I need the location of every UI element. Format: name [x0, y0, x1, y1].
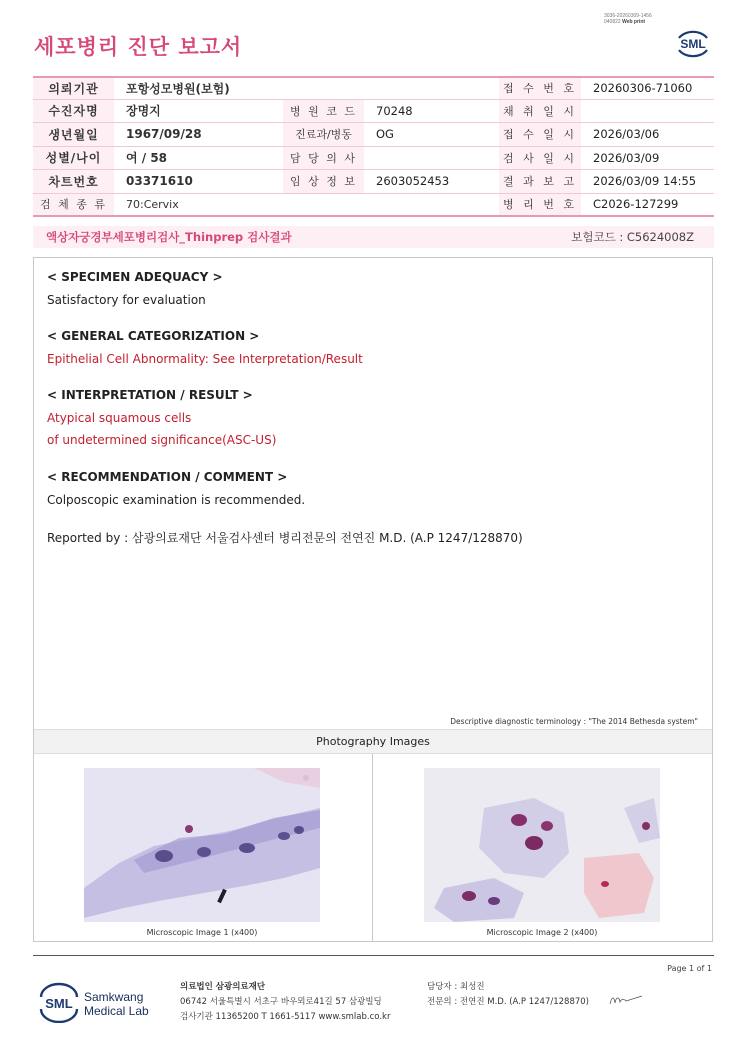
info-row: [33, 100, 714, 124]
photography-header: Photography Images: [34, 729, 712, 754]
brand-name-line2: Medical Lab: [84, 1004, 149, 1018]
value-chart-number: 03371610: [126, 174, 193, 189]
page-number: Page 1 of 1: [667, 964, 712, 973]
sml-logo: [673, 26, 713, 60]
label-sex-age: 성별/나이: [33, 147, 114, 170]
info-row: [33, 76, 714, 100]
general-categorization-heading: < GENERAL CATEGORIZATION >: [47, 329, 260, 343]
interpretation-heading: < INTERPRETATION / RESULT >: [47, 388, 253, 402]
value-requesting-institution: 포항성모병원(보험): [126, 81, 230, 96]
value-specimen-type: 70:Cervix: [126, 197, 179, 211]
test-name: 액상자궁경부세포병리검사_Thinprep 검사결과: [46, 230, 292, 244]
brand-name-line1: Samkwang: [84, 990, 144, 1004]
label-result-report: 결 과 보 고: [499, 170, 581, 193]
sml-logo-text: SML: [680, 37, 706, 51]
footer-address-block: [180, 980, 390, 1025]
report-title: 세포병리 진단 보고서: [34, 35, 243, 59]
document-code-line2: 040822: [604, 19, 621, 25]
value-result-report: 2026/03/09 14:55: [593, 174, 697, 189]
label-test-datetime: 검 사 일 시: [499, 147, 581, 170]
footer-specialist: 전문의 : 전연진 M.D. (A.P 1247/128870): [427, 997, 589, 1007]
value-sex-age: 여 / 58: [126, 151, 168, 166]
interpretation-line-1: Atypical squamous cells: [47, 411, 192, 425]
label-birth-date: 생년월일: [33, 123, 114, 146]
test-title-bar: [33, 226, 714, 248]
recommendation-text: Colposcopic examination is recommended.: [47, 493, 306, 507]
label-requesting-institution: 의뢰기관: [33, 78, 114, 99]
patient-info-table: [33, 76, 714, 217]
document-code: [604, 13, 652, 25]
insurance-code: 보험코드 : C5624008Z: [571, 230, 694, 244]
label-patient-name: 수진자명: [33, 100, 114, 123]
caption-image-1: Microscopic Image 1 (x400): [146, 928, 258, 937]
label-accession-number: 접 수 번 호: [499, 78, 581, 99]
samkwang-logo: [36, 981, 186, 1023]
document-code-line1: 3036-20260309-1456: [604, 13, 652, 19]
footer-address: 06742 서울특별시 서초구 바우뫼로41길 57 삼광빌딩: [180, 997, 382, 1007]
value-pathology-number: C2026-127299: [593, 197, 679, 212]
info-row: [33, 170, 714, 194]
info-row: [33, 194, 714, 218]
value-received-datetime: 2026/03/06: [593, 127, 660, 142]
value-patient-name: 장명지: [126, 104, 161, 119]
terminology-note: Descriptive diagnostic terminology : "The 2014 Bethesda system": [450, 717, 698, 726]
footer-org-name: 의료법인 삼광의료재단: [180, 982, 266, 992]
recommendation-heading: < RECOMMENDATION / COMMENT >: [47, 470, 288, 484]
label-department-ward: 진료과/병동: [283, 123, 364, 146]
sml-emblem-icon: [36, 981, 82, 1023]
interpretation-line-2: of undetermined significance(ASC-US): [47, 433, 277, 447]
label-clinical-info: 임 상 정 보: [283, 170, 364, 193]
value-accession-number: 20260306-71060: [593, 81, 693, 96]
footer-manager: 담당자 : 최성진: [427, 982, 485, 992]
microscopic-image-1: [84, 768, 320, 922]
footer-contact: 검사기관 11365200 T 1661-5117 www.smlab.co.kr: [180, 1012, 391, 1022]
specialist-signature: [608, 992, 644, 1008]
label-attending-physician: 담 당 의 사: [283, 147, 364, 170]
photo-divider: [372, 754, 373, 941]
footer-divider: [33, 955, 714, 956]
label-pathology-number: 병 리 번 호: [499, 194, 581, 216]
value-birth-date: 1967/09/28: [126, 127, 202, 142]
microscopic-image-2: [424, 768, 660, 922]
info-row: [33, 123, 714, 147]
specimen-adequacy-heading: < SPECIMEN ADEQUACY >: [47, 270, 223, 284]
footer-staff-block: [427, 980, 589, 1010]
general-categorization-text: Epithelial Cell Abnormality: See Interpretation/Result: [47, 352, 363, 366]
label-specimen-type: 검 체 종 류: [33, 194, 114, 216]
web-print-label: Web print: [622, 19, 646, 25]
info-row: [33, 147, 714, 171]
value-department-ward: OG: [376, 127, 394, 142]
caption-image-2: Microscopic Image 2 (x400): [486, 928, 598, 937]
label-received-datetime: 접 수 일 시: [499, 123, 581, 146]
label-hospital-code: 병 원 코 드: [283, 100, 364, 123]
reported-by: Reported by : 삼광의료재단 서울검사센터 병리전문의 전연진 M.D. (A.P 1247/128870): [47, 531, 523, 545]
sml-emblem-text: SML: [45, 996, 73, 1011]
value-hospital-code: 70248: [376, 103, 413, 118]
value-test-datetime: 2026/03/09: [593, 150, 660, 165]
report-body: [33, 257, 713, 942]
label-collection-datetime: 채 취 일 시: [499, 100, 581, 123]
specimen-adequacy-text: Satisfactory for evaluation: [47, 293, 206, 307]
value-clinical-info: 2603052453: [376, 174, 450, 189]
label-chart-number: 차트번호: [33, 170, 114, 193]
